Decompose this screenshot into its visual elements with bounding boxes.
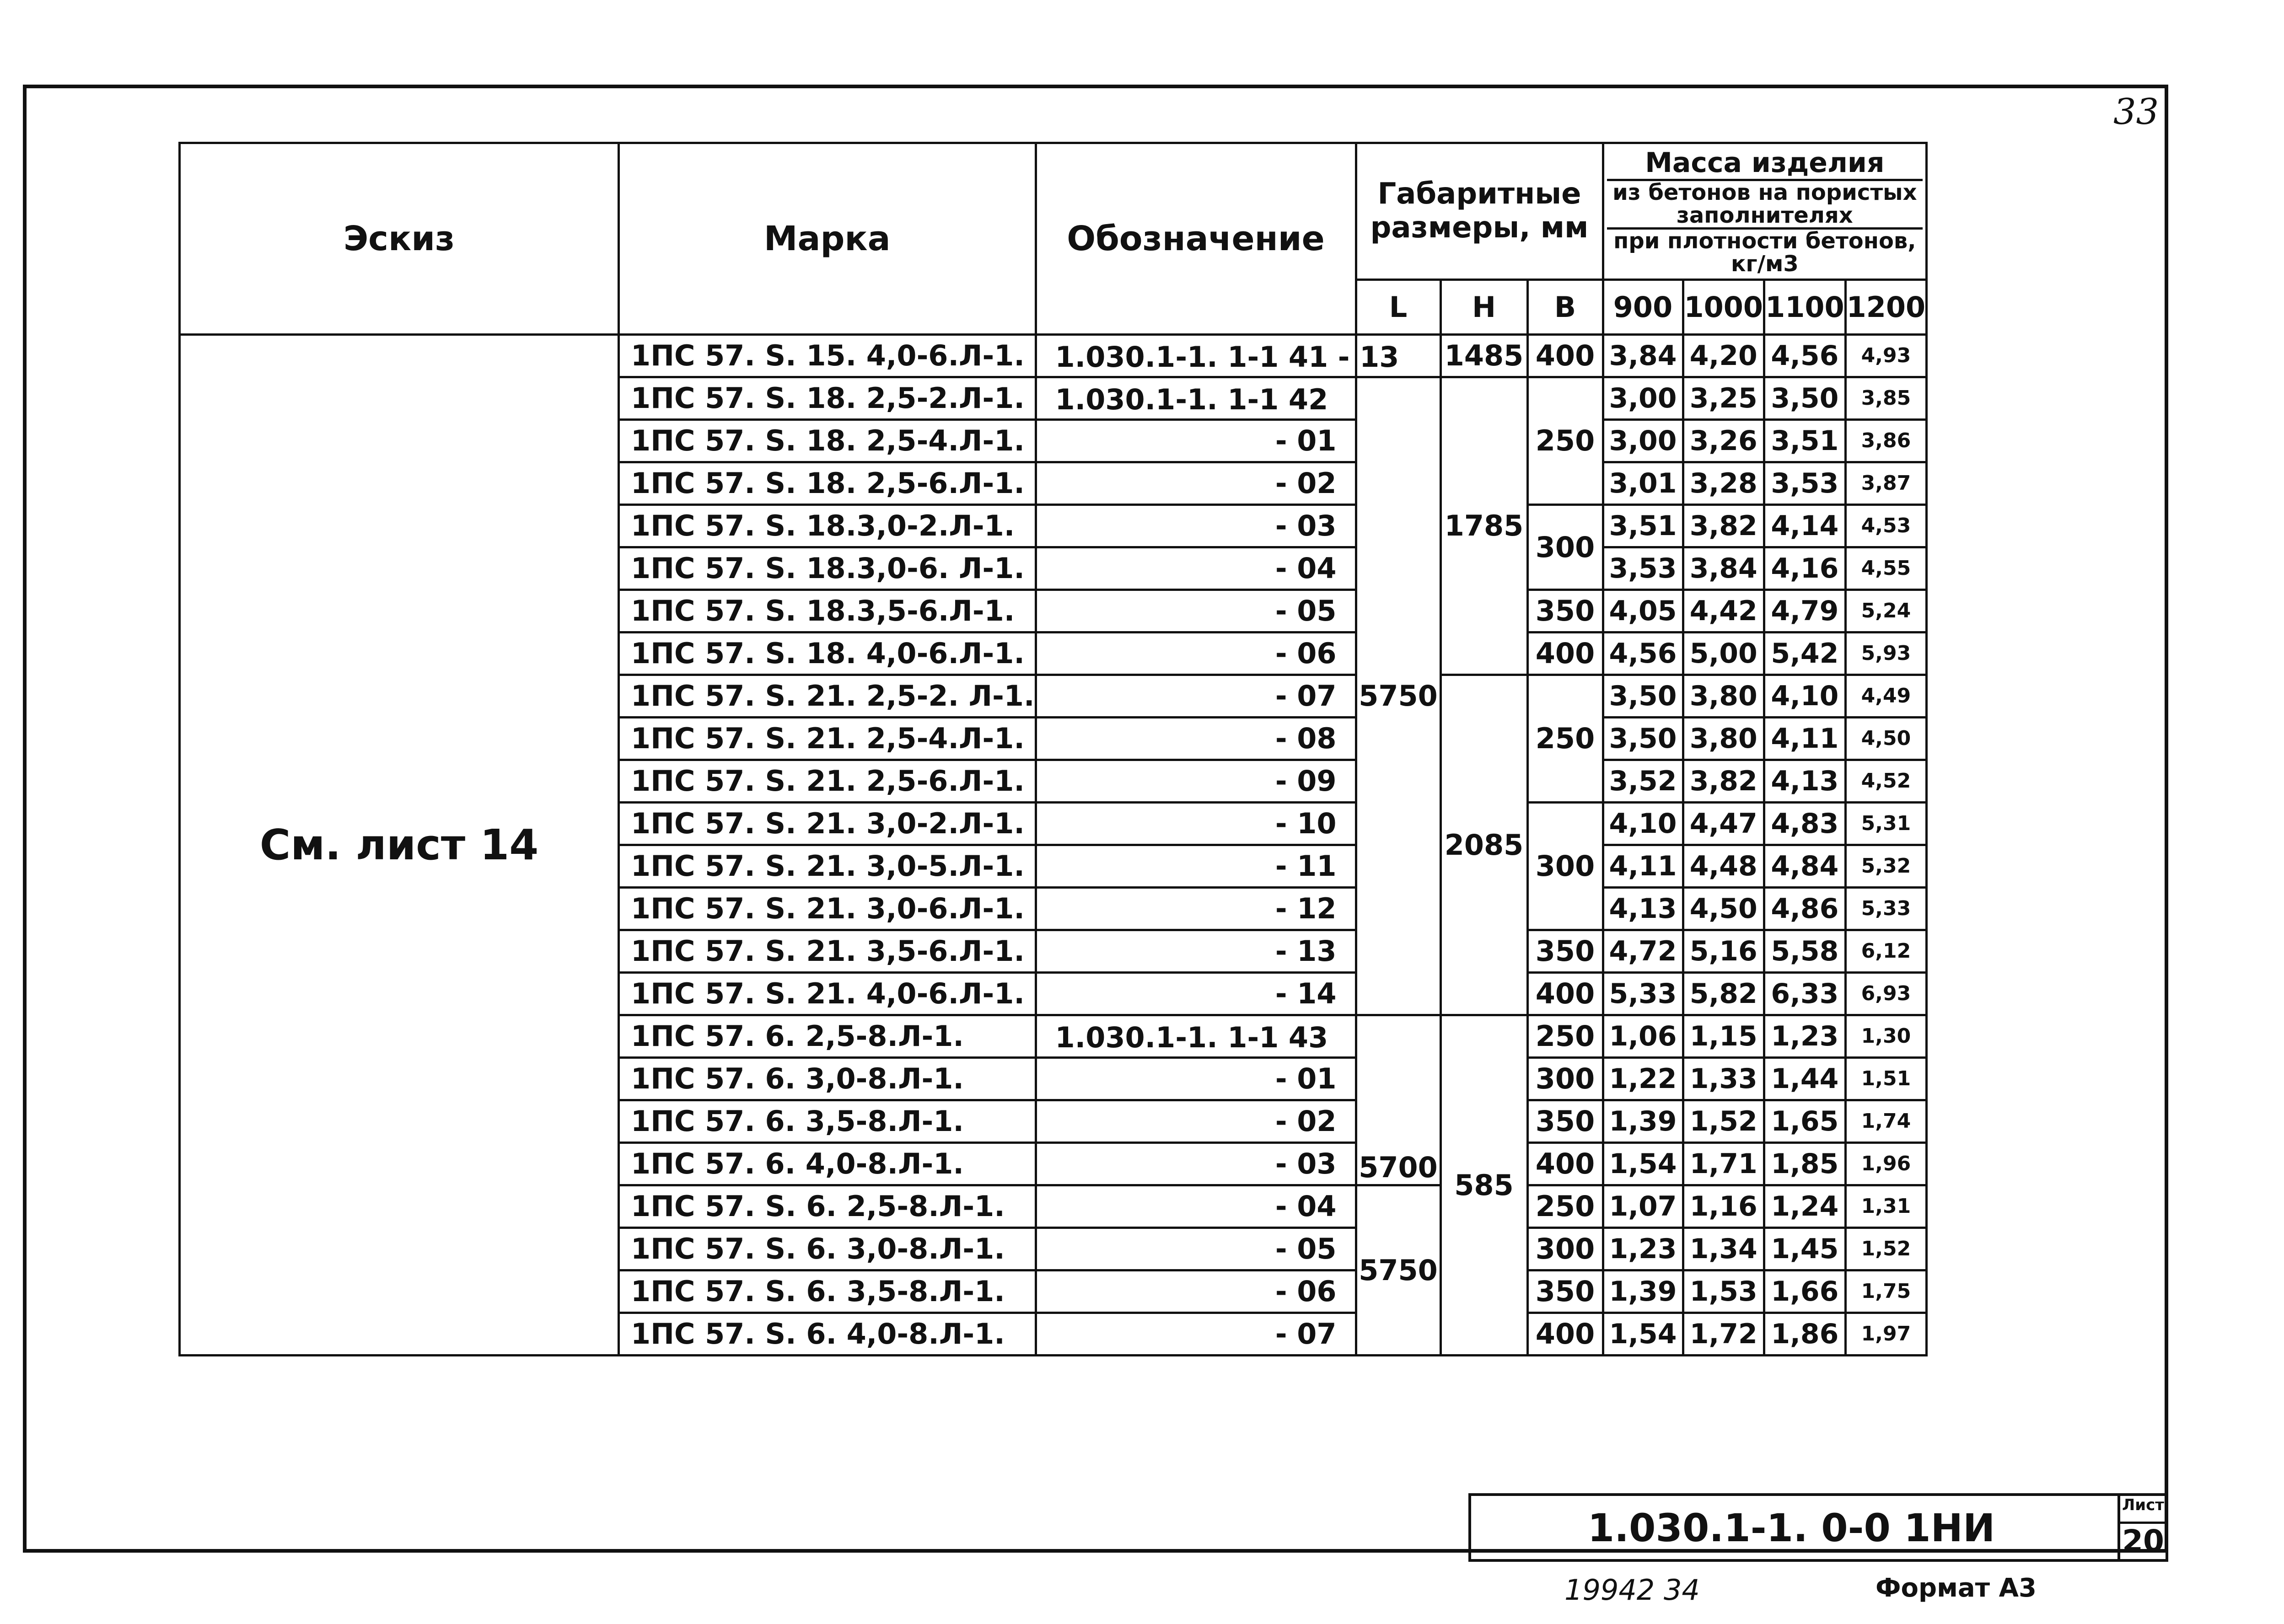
width-cell: 250 [1527,377,1603,504]
designation-suffix: - 12 [1275,892,1337,926]
designation-suffix: - 01 [1275,424,1337,458]
mass-cell: 4,83 [1764,802,1846,845]
mark-cell: 1ПС 57. 6. 4,0-8.Л-1. [619,1142,1036,1185]
mass-cell: 4,20 [1683,334,1764,377]
sheet-label: Лист [2120,1496,2166,1524]
designation-suffix: - 06 [1275,1275,1337,1308]
mass-cell: 4,10 [1764,675,1846,717]
mass-cell: 3,53 [1603,547,1683,590]
designation-base: 1.030.1-1. 1-1 43 [1055,1020,1328,1054]
designation-cell [1036,632,1356,675]
designation-suffix: - 03 [1275,1147,1337,1181]
mass-cell: 1,54 [1603,1313,1683,1355]
mark-cell: 1ПС 57. S. 21. 4,0-6.Л-1. [619,972,1036,1015]
mass-cell: 6,33 [1764,972,1846,1015]
mass-cell: 1,75 [1845,1270,1927,1313]
mark-cell: 1ПС 57. S. 18. 2,5-2.Л-1. [619,377,1036,419]
sketch-reference: См. лист 14 [180,334,619,1355]
width-cell: 400 [1527,1142,1603,1185]
mass-cell: 1,33 [1683,1057,1764,1100]
mass-cell: 1,97 [1845,1313,1927,1355]
mark-cell: 1ПС 57. S. 21. 2,5-6.Л-1. [619,760,1036,802]
mark-cell: 1ПС 57. 6. 3,0-8.Л-1. [619,1057,1036,1100]
designation-cell [1036,972,1356,1015]
designation-suffix: - 14 [1275,977,1337,1011]
mass-cell: 3,25 [1683,377,1764,419]
mass-cell: 6,12 [1845,930,1927,972]
title-block [1468,1493,2168,1562]
designation-cell [1036,930,1356,972]
table-row [180,334,1927,377]
designation-cell [1036,1270,1356,1313]
width-cell: 350 [1527,1270,1603,1313]
mass-cell: 4,55 [1845,547,1927,590]
mark-cell: 1ПС 57. S. 21. 3,0-5.Л-1. [619,845,1036,887]
designation-suffix: - 07 [1275,1317,1337,1351]
designation-cell [1036,504,1356,547]
mass-cell: 1,06 [1603,1015,1683,1057]
mass-subtitle-aggregate: из бетонов на пористых заполнителях [1607,181,1923,230]
width-cell: 250 [1527,1185,1603,1227]
designation-cell [1036,845,1356,887]
designation-cell [1036,1142,1356,1185]
designation-suffix: - 06 [1275,637,1337,670]
sheet-number: 20 [2122,1523,2164,1559]
designation-suffix: - 11 [1275,849,1337,883]
paper-format: Формат А3 [1876,1573,2037,1603]
mass-cell: 1,23 [1603,1227,1683,1270]
mass-cell: 1,53 [1683,1270,1764,1313]
mass-cell: 1,30 [1845,1015,1927,1057]
width-cell: 400 [1527,632,1603,675]
mass-cell: 3,82 [1683,504,1764,547]
specification-table [178,142,1928,1356]
designation-cell [1036,802,1356,845]
mass-cell: 4,16 [1764,547,1846,590]
designation-base: 1.030.1-1. 1-1 41 - 13 [1055,340,1399,374]
width-cell: 350 [1527,1100,1603,1142]
mass-cell: 3,80 [1683,717,1764,760]
mass-cell: 5,58 [1764,930,1846,972]
mass-cell: 1,16 [1683,1185,1764,1227]
designation-suffix: - 01 [1275,1062,1337,1096]
designation-cell [1036,462,1356,504]
designation-suffix: - 04 [1275,1190,1337,1223]
mass-cell: 5,00 [1683,632,1764,675]
designation-cell [1036,1015,1356,1057]
mass-cell: 3,86 [1845,419,1927,462]
designation-suffix: - 03 [1275,509,1337,543]
mass-cell: 1,85 [1764,1142,1846,1185]
document-code: 1.030.1-1. 0-0 1НИ [1587,1506,1995,1550]
mass-cell: 3,51 [1603,504,1683,547]
mark-cell: 1ПС 57. S. 21. 3,5-6.Л-1. [619,930,1036,972]
mass-cell: 3,50 [1603,717,1683,760]
header-mark: Марка [619,143,1036,335]
designation-cell [1036,547,1356,590]
mark-cell: 1ПС 57. S. 18.3,0-6. Л-1. [619,547,1036,590]
designation-base: 1.030.1-1. 1-1 42 [1055,382,1328,416]
mark-cell: 1ПС 57. S. 6. 3,5-8.Л-1. [619,1270,1036,1313]
mass-cell: 3,84 [1603,334,1683,377]
mark-cell: 1ПС 57. S. 21. 3,0-6.Л-1. [619,887,1036,930]
designation-cell [1036,419,1356,462]
mark-cell: 1ПС 57. S. 18.3,0-2.Л-1. [619,504,1036,547]
mass-cell: 3,26 [1683,419,1764,462]
mass-cell: 3,28 [1683,462,1764,504]
mass-cell: 3,01 [1603,462,1683,504]
mass-cell: 1,15 [1683,1015,1764,1057]
mass-cell: 1,34 [1683,1227,1764,1270]
designation-cell [1036,1057,1356,1100]
mark-cell: 1ПС 57. S. 6. 3,0-8.Л-1. [619,1227,1036,1270]
mass-cell: 4,49 [1845,675,1927,717]
mass-cell: 4,11 [1764,717,1846,760]
mass-cell: 1,66 [1764,1270,1846,1313]
mass-cell: 4,84 [1764,845,1846,887]
designation-cell [1036,334,1399,377]
width-cell: 400 [1527,972,1603,1015]
mark-cell: 1ПС 57. S. 18. 4,0-6.Л-1. [619,632,1036,675]
mass-cell: 1,31 [1845,1185,1927,1227]
mass-cell: 3,50 [1764,377,1846,419]
mass-cell: 1,39 [1603,1100,1683,1142]
header-sketch: Эскиз [180,143,619,335]
designation-suffix: - 05 [1275,1232,1337,1266]
designation-cell [1036,760,1356,802]
width-cell: 350 [1527,930,1603,972]
mass-cell: 3,82 [1683,760,1764,802]
mass-cell: 5,16 [1683,930,1764,972]
mass-cell: 1,74 [1845,1100,1927,1142]
mark-cell: 1ПС 57. S. 21. 2,5-4.Л-1. [619,717,1036,760]
mass-cell: 4,47 [1683,802,1764,845]
mass-cell: 1,86 [1764,1313,1846,1355]
mass-title: Масса изделия [1607,147,1923,181]
mass-cell: 4,56 [1764,334,1846,377]
mass-cell: 5,82 [1683,972,1764,1015]
designation-suffix: - 09 [1275,764,1337,798]
header-density-1000: 1000 [1683,279,1764,334]
header-density-900: 900 [1603,279,1683,334]
width-cell: 300 [1527,1057,1603,1100]
designation-cell [1036,1227,1356,1270]
designation-cell [1036,1100,1356,1142]
width-cell: 300 [1527,504,1603,590]
mass-cell: 3,85 [1845,377,1927,419]
mass-cell: 3,52 [1603,760,1683,802]
length-cell: 5750 [1356,1185,1440,1355]
header-dimensions: Габаритные размеры, мм [1356,143,1603,280]
designation-suffix: - 02 [1275,1104,1337,1138]
mass-cell: 5,93 [1845,632,1927,675]
mass-subtitle-density: при плотности бетонов, кг/м3 [1613,228,1916,277]
mass-cell: 1,51 [1845,1057,1927,1100]
width-cell: 350 [1527,590,1603,632]
mark-cell: 1ПС 57. 6. 3,5-8.Л-1. [619,1100,1036,1142]
mark-cell: 1ПС 57. S. 6. 2,5-8.Л-1. [619,1185,1036,1227]
mass-cell: 4,93 [1845,334,1927,377]
mass-cell: 4,14 [1764,504,1846,547]
mass-cell: 4,53 [1845,504,1927,547]
page-number: 33 [2113,91,2159,133]
mass-cell: 4,56 [1603,632,1683,675]
mass-cell: 1,72 [1683,1313,1764,1355]
mass-cell: 1,52 [1683,1100,1764,1142]
mark-cell: 1ПС 57. S. 18. 2,5-4.Л-1. [619,419,1036,462]
mass-cell: 3,51 [1764,419,1846,462]
mass-cell: 5,32 [1845,845,1927,887]
table-body [180,334,1927,1355]
mass-cell: 1,54 [1603,1142,1683,1185]
mass-cell: 1,96 [1845,1142,1927,1185]
height-cell: 1785 [1440,377,1527,675]
mass-cell: 5,31 [1845,802,1927,845]
header-density-1100: 1100 [1764,279,1846,334]
inventory-number: 19942 34 [1564,1573,1700,1607]
header-designation: Обозначение [1036,143,1356,335]
length-cell: 5750 [1356,377,1440,1015]
mass-cell: 1,07 [1603,1185,1683,1227]
mass-cell: 4,13 [1603,887,1683,930]
width-cell: 300 [1527,802,1603,930]
mark-cell: 1ПС 57. S. 15. 4,0-6.Л-1. [619,334,1036,377]
designation-cell [1036,717,1356,760]
designation-suffix: - 10 [1275,807,1337,841]
height-cell: 2085 [1440,675,1527,1015]
mass-cell: 5,24 [1845,590,1927,632]
mass-cell: 1,23 [1764,1015,1846,1057]
mark-cell: 1ПС 57. 6. 2,5-8.Л-1. [619,1015,1036,1057]
mass-cell: 4,50 [1683,887,1764,930]
designation-suffix: - 04 [1275,552,1337,585]
mark-cell: 1ПС 57. S. 6. 4,0-8.Л-1. [619,1313,1036,1355]
mass-cell: 3,87 [1845,462,1927,504]
mass-cell: 4,13 [1764,760,1846,802]
mass-cell: 4,42 [1683,590,1764,632]
mass-cell: 1,22 [1603,1057,1683,1100]
sheet-box [2117,1496,2166,1560]
designation-cell [1036,675,1356,717]
mass-cell: 5,33 [1603,972,1683,1015]
width-cell: 250 [1527,675,1603,802]
mass-cell: 3,80 [1683,675,1764,717]
mass-cell: 4,05 [1603,590,1683,632]
mass-cell: 4,48 [1683,845,1764,887]
designation-suffix: - 05 [1275,594,1337,628]
designation-cell [1036,887,1356,930]
designation-suffix: - 02 [1275,466,1337,500]
mass-cell: 3,50 [1603,675,1683,717]
designation-suffix: - 07 [1275,679,1337,713]
mass-cell: 3,84 [1683,547,1764,590]
mass-cell: 6,93 [1845,972,1927,1015]
mass-cell: 4,10 [1603,802,1683,845]
header-mass [1603,143,1927,280]
designation-cell [1036,377,1356,419]
mass-cell: 1,52 [1845,1227,1927,1270]
length-cell: 5700 [1356,1015,1440,1185]
mass-cell: 1,65 [1764,1100,1846,1142]
mass-cell: 5,42 [1764,632,1846,675]
designation-cell [1036,1185,1356,1227]
mass-cell: 3,00 [1603,419,1683,462]
mass-cell: 1,45 [1764,1227,1846,1270]
header-H: H [1440,279,1527,334]
mass-cell: 3,53 [1764,462,1846,504]
height-cell: 585 [1440,1015,1527,1355]
mass-cell: 5,33 [1845,887,1927,930]
designation-suffix: - 08 [1275,722,1337,756]
width-cell: 400 [1527,334,1603,377]
designation-suffix: - 13 [1275,934,1337,968]
mass-cell: 1,39 [1603,1270,1683,1313]
mass-cell: 4,72 [1603,930,1683,972]
mark-cell: 1ПС 57. S. 18. 2,5-6.Л-1. [619,462,1036,504]
mass-cell: 4,50 [1845,717,1927,760]
mass-cell: 4,52 [1845,760,1927,802]
designation-cell [1036,590,1356,632]
mark-cell: 1ПС 57. S. 21. 2,5-2. Л-1. [619,675,1036,717]
mass-cell: 1,71 [1683,1142,1764,1185]
mass-cell: 4,11 [1603,845,1683,887]
header-L: L [1356,279,1440,334]
designation-cell [1036,1313,1356,1355]
mass-cell: 1,44 [1764,1057,1846,1100]
mass-cell: 4,86 [1764,887,1846,930]
height-cell: 1485 [1440,334,1527,377]
mark-cell: 1ПС 57. S. 21. 3,0-2.Л-1. [619,802,1036,845]
mark-cell: 1ПС 57. S. 18.3,5-6.Л-1. [619,590,1036,632]
header-density-1200: 1200 [1845,279,1927,334]
width-cell: 300 [1527,1227,1603,1270]
width-cell: 250 [1527,1015,1603,1057]
mass-cell: 3,00 [1603,377,1683,419]
width-cell: 400 [1527,1313,1603,1355]
header-B: B [1527,279,1603,334]
mass-cell: 4,79 [1764,590,1846,632]
mass-cell: 1,24 [1764,1185,1846,1227]
